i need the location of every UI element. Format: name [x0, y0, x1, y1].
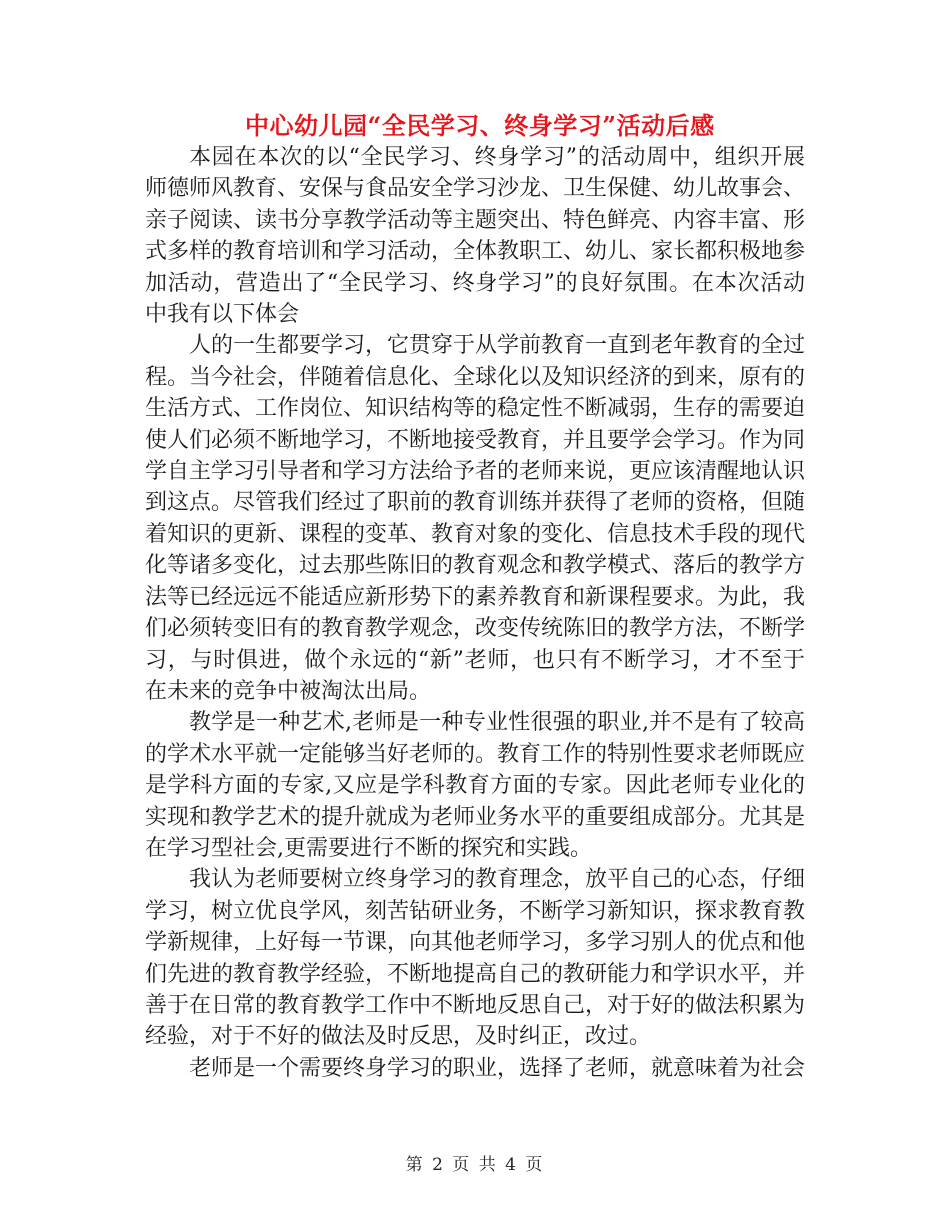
document-title: 中心幼儿园“全民学习、终身学习”活动后感 [245, 111, 715, 140]
document-body [145, 142, 805, 1084]
paragraph-3: 教学是一种艺术,老师是一种专业性很强的职业,并不是有了较高的学术水平就一定能够当好老师的。教育工作的特别性要求老师既应是学科方面的专家,又应是学科教育方面的专家。因此老师专业化的实现和教学艺术的提升就成为老师业务水平的重要组成部分。尤其是在学习型社会,更需要进行不断的探究和实践。 [145, 710, 806, 861]
paragraph-1: 本园在本次的以“全民学习、终身学习”的活动周中，组织开展师德师风教育、安保与食品安全学习沙龙、卫生保健、幼儿故事会、亲子阅读、读书分享教学活动等主题突出、特色鲜亮、内容丰富、形式多样的教育培训和学习活动，全体教职工、幼儿、家长都积极地参加活动，营造出了“全民学习、终身学习”的良好氛围。在本次活动中我有以下体会 [145, 145, 806, 328]
paragraph-4: 我认为老师要树立终身学习的教育理念，放平自己的心态，仔细学习，树立优良学风，刻苦钻研业务，不断学习新知识，探求教育教学新规律，上好每一节课，向其他老师学习，多学习别人的优点和他们先进的教育教学经验，不断地提高自己的教研能力和学识水平，并善于在日常的教育教学工作中不断地反思自己，对于好的做法积累为经验，对于不好的做法及时反思，及时纠正，改过。 [145, 867, 806, 1050]
paragraph-2: 人的一生都要学习，它贯穿于从学前教育一直到老年教育的全过程。当今社会，伴随着信息化、全球化以及知识经济的到来，原有的生活方式、工作岗位、知识结构等的稳定性不断减弱，生存的需要迫使人们必须不断地学习，不断地接受教育，并且要学会学习。作为同学自主学习引导者和学习方法给予者的老师来说，更应该清醒地认识到这点。尽管我们经过了职前的教育训练并获得了老师的资格，但随着知识的更新、课程的变革、教育对象的变化、信息技术手段的现代化等诸多变化，过去那些陈旧的教育观念和教学模式、落后的教学方法等已经远远不能适应新形势下的素养教育和新课程要求。为此，我们必须转变旧有的教育教学观念，改变传统陈旧的教学方法，不断学习，与时俱进，做个永远的“新”老师，也只有不断学习，才不至于在未来的竞争中被淘汰出局。 [145, 333, 806, 704]
page-number-footer: 第 2 页 共 4 页 [405, 1155, 545, 1175]
paragraph-5: 老师是一个需要终身学习的职业，选择了老师，就意味着为社会 [189, 1055, 806, 1081]
